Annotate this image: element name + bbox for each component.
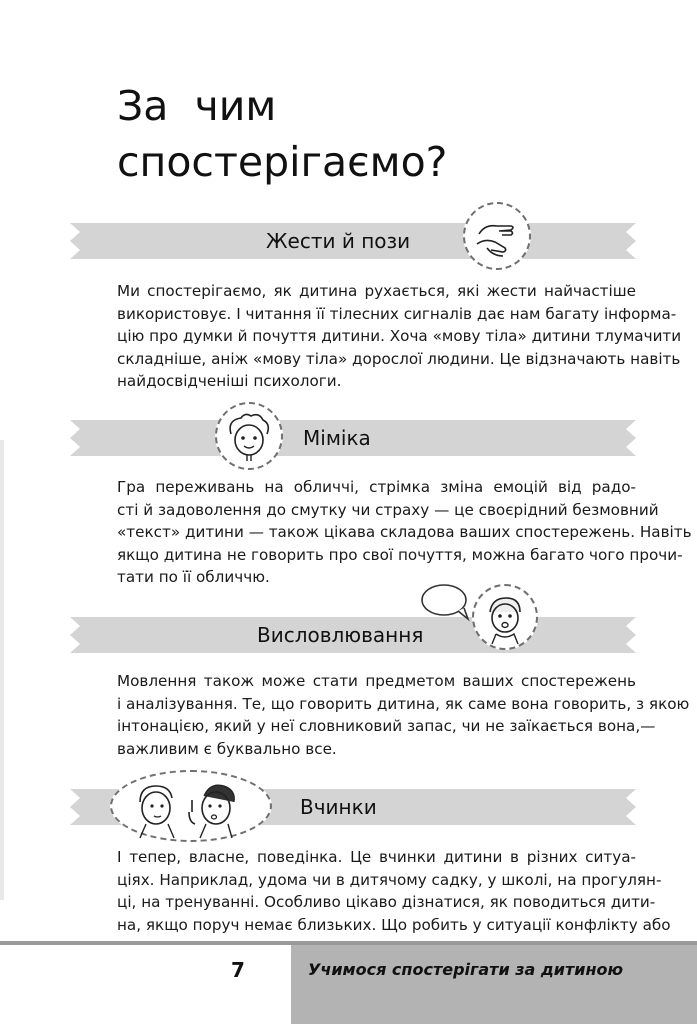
section-banner-facial-expressions [70, 420, 636, 456]
text-line: важливим є буквально все. [117, 739, 337, 758]
section-heading: Вчинки [300, 795, 377, 819]
speech-bubble-icon [420, 583, 472, 623]
text-line: і аналізування. Те, що говорить дитина, як саме вона говорить, з якою [117, 694, 690, 713]
footer-title-band [291, 945, 697, 1024]
page-title-line-1: За чим [117, 82, 277, 130]
section-paragraph-gestures [117, 280, 682, 393]
section-heading: Висловлювання [257, 623, 424, 647]
section-heading: Міміка [303, 426, 371, 450]
text-line: ці, на тренуванні. Особливо цікаво дізнатися, як поводиться дити- [117, 893, 656, 912]
page-number: 7 [231, 958, 245, 982]
section-banner-gestures [70, 223, 636, 259]
text-line: І тепер, власне, поведінка. Це вчинки дитини в різних ситуа- [117, 848, 636, 866]
page-edge-shadow [0, 440, 4, 900]
text-line: сті й задоволення до смутку чи страху — це своєрідний безмовний [117, 500, 659, 519]
section-paragraph-actions [117, 846, 671, 936]
section-paragraph-speech [117, 670, 690, 760]
section-heading: Жести й пози [266, 229, 411, 253]
text-line: якщо дитина не говорить про свої почуття, можна багато чого прочи- [117, 545, 683, 564]
section-paragraph-facial-expressions [117, 476, 692, 589]
speaking-kid-icon [472, 584, 538, 650]
running-title: Учимося спостерігати за дитиною [308, 960, 624, 979]
page-title-line-2: спостерігаємо? [117, 138, 448, 186]
text-line: найдосвідченіші психологи. [117, 372, 342, 391]
text-line: використовує. І читання її тілесних сигналів дає нам багату інформа- [117, 304, 677, 323]
text-line: складніше, аніж «мову тіла» дорослої людини. Це відзначають навіть [117, 349, 681, 368]
text-line: ціях. Наприклад, удома чи в дитячому садку, у школі, на прогулян- [117, 870, 662, 889]
curly-kid-face-icon [215, 402, 283, 470]
text-line: Гра переживань на обличчі, стрімка зміна емоцій від радо- [117, 478, 636, 496]
hands-icon [463, 202, 531, 270]
text-line: «текст» дитини — також цікава складова ваших спостережень. Навіть [117, 523, 692, 542]
text-line: інтонацією, який у неї словниковий запас, чи не заїкається вона,— [117, 717, 656, 736]
text-line: Ми спостерігаємо, як дитина рухається, які жести найчастіше [117, 282, 636, 300]
page-title [117, 78, 637, 190]
text-line: цію про думки й почуття дитини. Хоча «мову тіла» дитини тлумачити [117, 327, 682, 346]
text-line: тати по її обличчю. [117, 568, 270, 587]
two-kids-icon [110, 770, 272, 842]
text-line: на, якщо поруч немає близьких. Що робить у ситуації конфлікту або [117, 915, 671, 934]
section-banner-speech [70, 617, 636, 653]
text-line: Мовлення також може стати предметом ваших спостережень [117, 672, 636, 690]
